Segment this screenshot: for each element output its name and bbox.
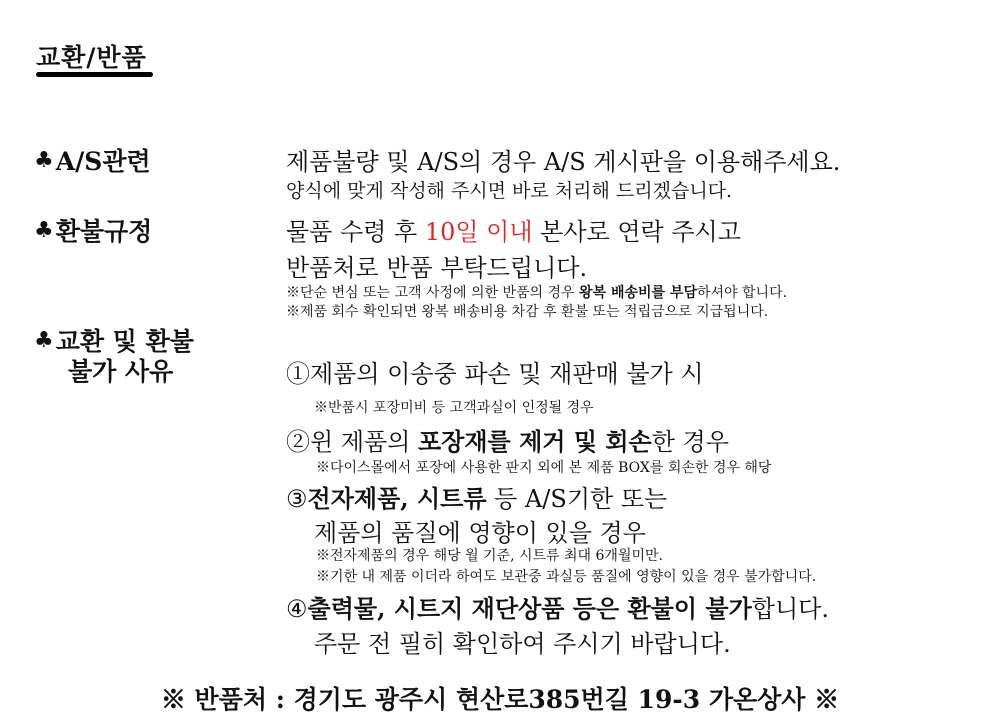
noreturn-item-3-line-2: 제품의 품질에 영향이 있을 경우 xyxy=(314,519,646,547)
noreturn-item-4-bold: 출력물, 시트지 재단상품 등은 환불이 불가 xyxy=(307,594,752,623)
as-line-1: 제품불량 및 A/S의 경우 A/S 게시판을 이용해주세요. xyxy=(286,148,841,176)
noreturn-item-4-line-2: 주문 전 필히 확인하여 주시기 바랍니다. xyxy=(314,630,731,658)
noreturn-item-4-post: 합니다. xyxy=(751,595,829,623)
refund-note-1 xyxy=(286,282,787,302)
noreturn-item-2-post: 한 경우 xyxy=(651,428,729,456)
club-icon: ♣ xyxy=(34,327,54,353)
noreturn-item-2-bold: 포장재를 제거 및 회손 xyxy=(418,427,652,456)
refund-line-1-pre: 물품 수령 후 xyxy=(286,218,425,246)
noreturn-item-4 xyxy=(286,589,829,624)
club-icon: ♣ xyxy=(34,217,54,243)
noreturn-heading-line-1: 교환 및 환불 xyxy=(55,327,194,356)
noreturn-item-3-bold: 전자제품, 시트류 xyxy=(307,484,487,513)
noreturn-item-2-pre: ②윈 제품의 xyxy=(286,428,418,456)
noreturn-heading-line-2: 불가 사유 xyxy=(68,357,174,386)
noreturn-item-3-num: ③ xyxy=(286,485,308,513)
club-icon: ♣ xyxy=(34,147,54,173)
refund-line-2: 반품처로 반품 부탁드립니다. xyxy=(286,254,588,282)
as-heading xyxy=(34,142,151,178)
return-address: ※ 반품처 : 경기도 광주시 현산로385번길 19-3 가온상사 ※ xyxy=(160,685,840,714)
page-title: 교환/반품 xyxy=(36,43,147,72)
as-heading-label: A/S관련 xyxy=(55,147,151,176)
noreturn-item-3-post: 등 A/S기한 또는 xyxy=(486,485,668,513)
noreturn-item-4-num: ④ xyxy=(286,595,308,623)
noreturn-item-1: ①제품의 이송중 파손 및 재판매 불가 시 xyxy=(286,360,704,388)
refund-note-1-pre: ※단순 변심 또는 고객 사정에 의한 반품의 경우 xyxy=(286,285,580,301)
noreturn-item-3-note-1: ※전자제품의 경우 해당 월 기준, 시트류 최대 6개월미만. xyxy=(316,548,663,564)
refund-note-1-bold: 왕복 배송비를 부담 xyxy=(579,285,697,301)
as-line-2: 양식에 맞게 작성해 주시면 바로 처리해 드리겠습니다. xyxy=(286,180,733,202)
title-underline xyxy=(36,72,153,77)
refund-heading-label: 환불규정 xyxy=(55,217,153,246)
refund-heading xyxy=(34,212,152,248)
noreturn-item-2 xyxy=(286,422,729,457)
refund-line-1 xyxy=(286,212,741,247)
refund-note-2: ※제품 회수 확인되면 왕복 배송비용 차감 후 환불 또는 적립금으로 지급됩니다. xyxy=(286,304,769,320)
refund-note-1-post: 하셔야 합니다. xyxy=(697,285,788,301)
noreturn-item-2-note: ※다이스몰에서 포장에 사용한 판지 외에 본 제품 BOX를 회손한 경우 해당 xyxy=(316,460,772,476)
noreturn-item-1-note: ※반품시 포장미비 등 고객과실이 인정될 경우 xyxy=(314,400,594,416)
refund-deadline: 10일 이내 xyxy=(424,218,533,246)
noreturn-item-3 xyxy=(286,479,667,514)
noreturn-item-3-note-2: ※기한 내 제품 이더라 하여도 보관중 과실등 품질에 영향이 있을 경우 불가합니다. xyxy=(316,569,817,585)
refund-line-1-post: 본사로 연락 주시고 xyxy=(532,218,741,246)
